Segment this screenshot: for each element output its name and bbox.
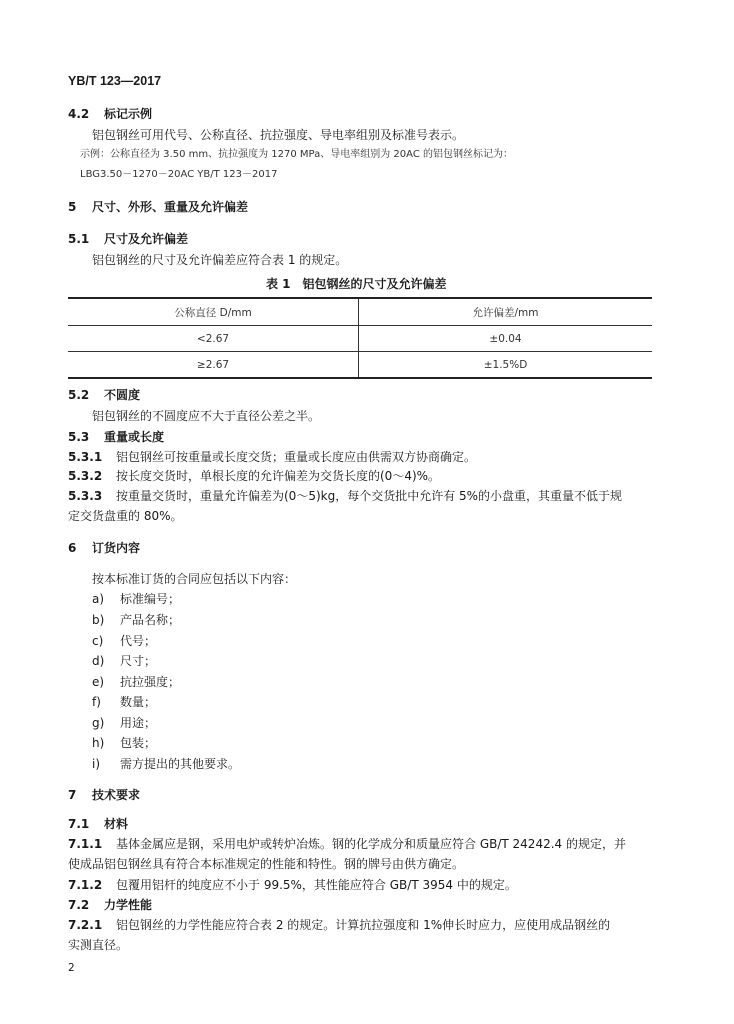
section-number: 5.3 <box>68 430 90 444</box>
chapter-title: 尺寸、外形、重量及允许偏差 <box>92 200 249 214</box>
dimension-table <box>68 297 652 379</box>
chapter-number: 7 <box>68 788 77 802</box>
table-cell: ±0.04 <box>359 326 653 352</box>
table-cell: ±1.5%D <box>359 352 653 379</box>
list-item-text: 包装； <box>120 736 157 750</box>
clause-text: 按长度交货时，单根长度的允许偏差为交货长度的(0～4)%。 <box>116 469 441 483</box>
section-title: 标记示例 <box>104 107 153 121</box>
section-title: 力学性能 <box>104 898 153 912</box>
clause-text: 铝包钢丝的力学性能应符合表 2 的规定。计算抗拉强度和 1%伸长时应力，应使用成品钢丝的 <box>116 918 611 932</box>
table-row <box>68 352 652 379</box>
clause-text: 包覆用铝杆的纯度应不小于 99.5%，其性能应符合 GB/T 3954 中的规定。 <box>116 878 517 892</box>
clause-number: 7.2.1 <box>68 918 103 932</box>
list-item-letter: b) <box>92 613 105 627</box>
clause-number: 7.1.1 <box>68 837 103 851</box>
list-item-letter: i) <box>92 757 101 771</box>
table-cell: ≥2.67 <box>68 352 359 379</box>
clause-text: 按重量交货时，重量允许偏差为(0～5)kg，每个交货批中允许有 5%的小盘重，其重量不低于规 <box>116 489 623 503</box>
example-text: 示例：公称直径为 3.50 mm、抗拉强度为 1270 MPa、导电率组别为 20AC 的铝包钢丝标记为： <box>80 149 513 160</box>
section-number: 5.1 <box>68 232 90 246</box>
section-title: 尺寸及允许偏差 <box>104 232 189 246</box>
table-row <box>68 326 652 352</box>
table-caption: 表 1 铝包钢丝的尺寸及允许偏差 <box>266 277 447 291</box>
list-item-letter: h) <box>92 736 105 750</box>
chapter-number: 5 <box>68 200 77 214</box>
standard-number: YB/T 123—2017 <box>68 74 162 88</box>
list-item-letter: e) <box>92 675 105 689</box>
page-number: 2 <box>68 962 75 974</box>
table-cell: <2.67 <box>68 326 359 352</box>
section-title: 材料 <box>104 817 129 831</box>
clause-text-continued: 定交货盘重的 80%。 <box>68 509 183 523</box>
section-number: 7.2 <box>68 898 90 912</box>
table-header-row <box>68 298 652 326</box>
table-header-cell: 公称直径 D/mm <box>68 298 359 326</box>
clause-text: 基体金属应是钢，采用电炉或转炉冶炼。钢的化学成分和质量应符合 GB/T 24242.4 的规定，并 <box>116 837 626 851</box>
list-item-text: 抗拉强度； <box>120 675 181 689</box>
list-item-letter: c) <box>92 634 104 648</box>
list-item-text: 尺寸； <box>120 654 157 668</box>
list-item-letter: f) <box>92 695 101 709</box>
section-number: 7.1 <box>68 817 90 831</box>
list-item-text: 产品名称； <box>120 613 181 627</box>
section-number: 5.2 <box>68 388 90 402</box>
paragraph: 铝包钢丝可用代号、公称直径、抗拉强度、导电率组别及标准号表示。 <box>92 128 465 142</box>
list-item-letter: d) <box>92 654 105 668</box>
section-number: 4.2 <box>68 107 90 121</box>
example-mark: LBG3.50－1270－20AC YB/T 123－2017 <box>80 169 278 180</box>
list-item-text: 代号； <box>120 634 157 648</box>
clause-number: 5.3.1 <box>68 450 103 464</box>
list-item-letter: g) <box>92 716 105 730</box>
clause-text-continued: 实测直径。 <box>68 938 129 952</box>
clause-number: 7.1.2 <box>68 878 103 892</box>
list-item-text: 数量； <box>120 695 157 709</box>
chapter-number: 6 <box>68 541 77 555</box>
paragraph: 铝包钢丝的不圆度应不大于直径公差之半。 <box>92 409 321 423</box>
chapter-title: 订货内容 <box>92 541 141 555</box>
list-item-text: 标准编号； <box>120 592 181 606</box>
list-item-text: 需方提出的其他要求。 <box>120 757 241 771</box>
paragraph: 按本标准订货的合同应包括以下内容： <box>92 572 297 586</box>
clause-text-continued: 使成品铝包钢丝具有符合本标准规定的性能和特性。钢的牌号由供方确定。 <box>68 857 465 871</box>
section-title: 不圆度 <box>104 388 141 402</box>
paragraph: 铝包钢丝的尺寸及允许偏差应符合表 1 的规定。 <box>92 253 348 267</box>
section-title: 重量或长度 <box>104 430 165 444</box>
clause-number: 5.3.3 <box>68 489 103 503</box>
chapter-title: 技术要求 <box>92 788 141 802</box>
list-item-text: 用途； <box>120 716 157 730</box>
table-header-cell: 允许偏差/mm <box>359 298 653 326</box>
clause-number: 5.3.2 <box>68 469 103 483</box>
clause-text: 铝包钢丝可按重量或长度交货；重量或长度应由供需双方协商确定。 <box>116 450 477 464</box>
list-item-letter: a) <box>92 592 105 606</box>
